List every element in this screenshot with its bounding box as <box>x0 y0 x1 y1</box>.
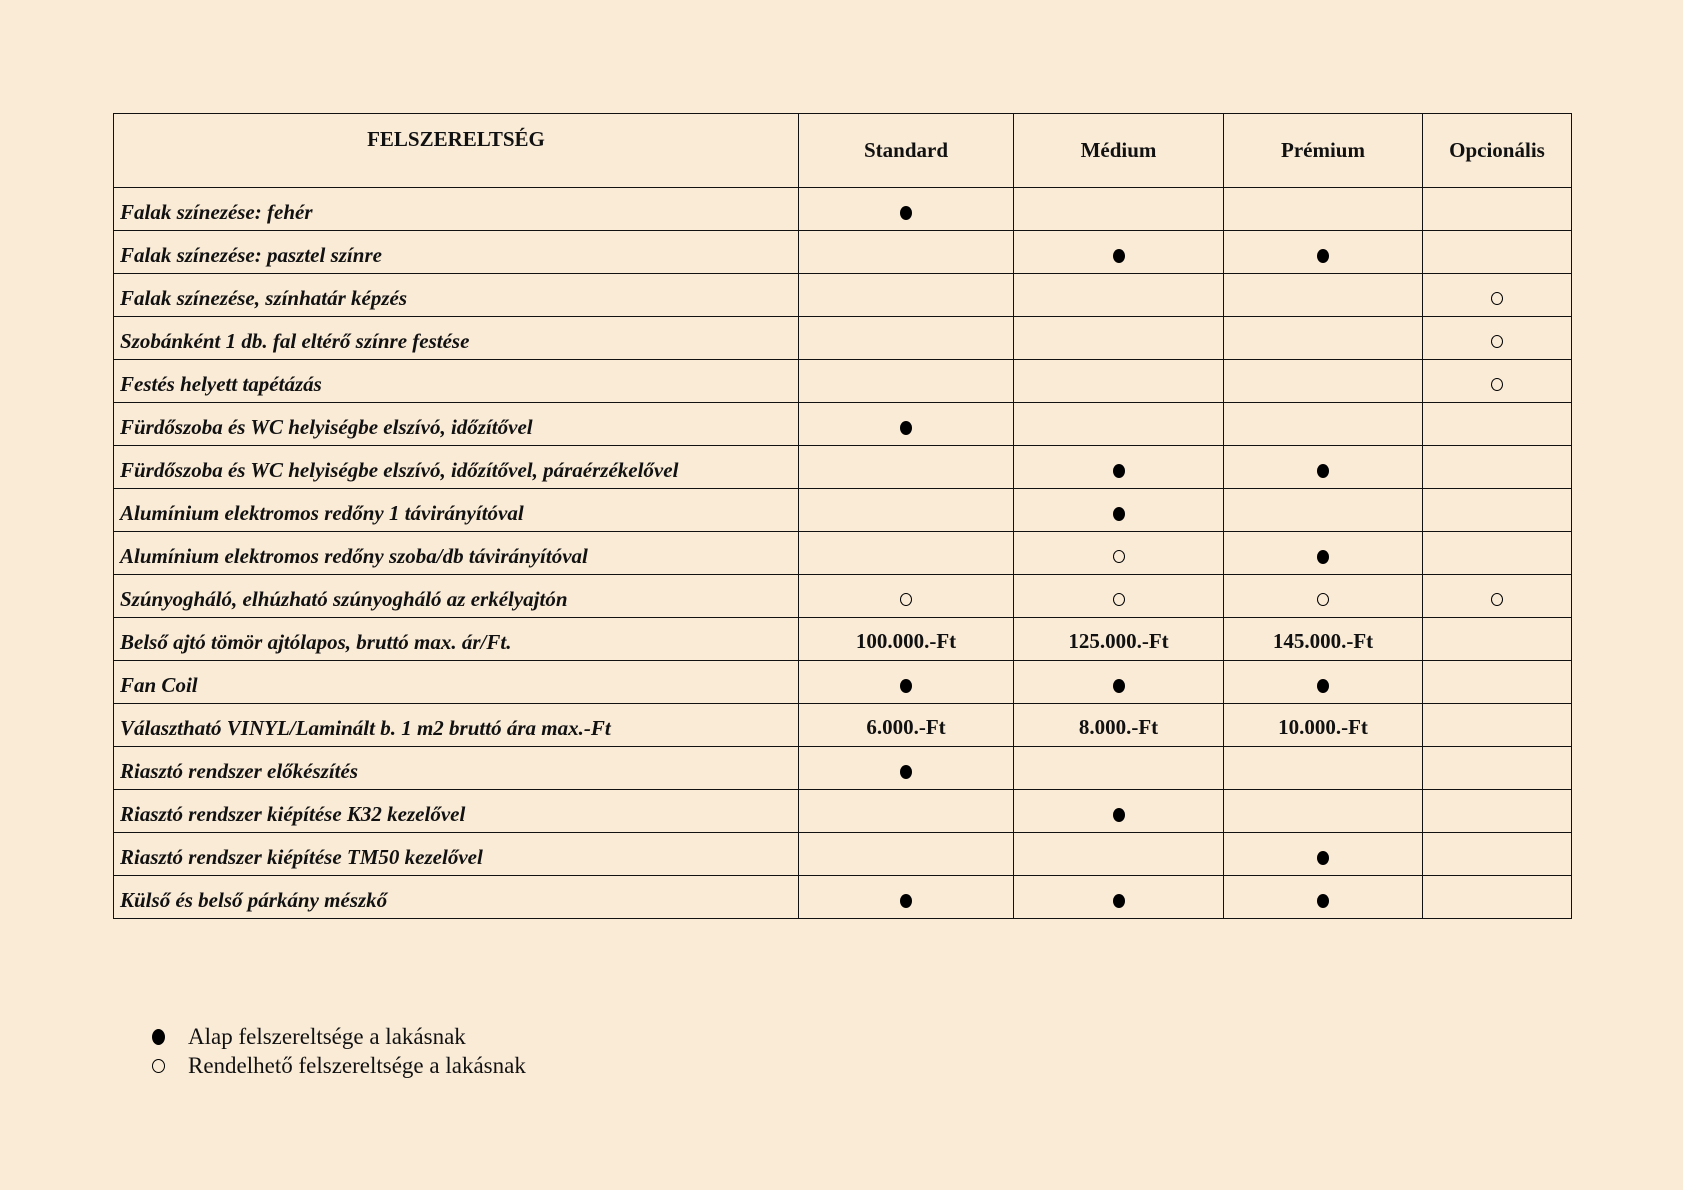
cell-premium <box>1224 790 1423 833</box>
feature-name-cell: Riasztó rendszer kiépítése TM50 kezelővel <box>114 833 799 876</box>
cell-premium <box>1224 532 1423 575</box>
cell-medium <box>1014 317 1224 360</box>
table-row <box>114 876 1572 919</box>
filled-circle-icon <box>1317 249 1329 263</box>
cell-standard <box>799 489 1014 532</box>
cell-medium <box>1014 833 1224 876</box>
feature-name-cell: Riasztó rendszer előkészítés <box>114 747 799 790</box>
legend-symbol <box>150 1059 188 1073</box>
legend-item <box>150 1051 526 1080</box>
feature-name-cell: Alumínium elektromos redőny 1 távirányítóval <box>114 489 799 532</box>
cell-optional <box>1423 188 1572 231</box>
cell-medium <box>1014 489 1224 532</box>
table-row <box>114 446 1572 489</box>
hollow-circle-icon <box>1491 593 1503 606</box>
filled-circle-icon <box>900 765 912 779</box>
feature-name-cell: Belső ajtó tömör ajtólapos, bruttó max. ár/Ft. <box>114 618 799 661</box>
cell-optional <box>1423 747 1572 790</box>
cell-optional <box>1423 876 1572 919</box>
filled-circle-icon <box>1317 464 1329 478</box>
feature-name-cell: Szúnyogháló, elhúzható szúnyogháló az erkélyajtón <box>114 575 799 618</box>
column-header-premium: Prémium <box>1224 114 1423 188</box>
filled-circle-icon <box>1113 507 1125 521</box>
price-value: 8.000.-Ft <box>1078 714 1159 739</box>
cell-optional <box>1423 274 1572 317</box>
cell-standard <box>799 446 1014 489</box>
cell-optional <box>1423 575 1572 618</box>
feature-name-cell: Fürdőszoba és WC helyiségbe elszívó, időzítővel, páraérzékelővel <box>114 446 799 489</box>
filled-circle-icon <box>900 679 912 693</box>
table-row <box>114 618 1572 661</box>
feature-name-cell: Falak színezése, színhatár képzés <box>114 274 799 317</box>
cell-standard <box>799 790 1014 833</box>
cell-optional <box>1423 317 1572 360</box>
cell-premium <box>1224 403 1423 446</box>
cell-optional <box>1423 661 1572 704</box>
filled-circle-icon <box>1113 679 1125 693</box>
cell-optional <box>1423 360 1572 403</box>
table-row <box>114 317 1572 360</box>
price-value: 125.000.-Ft <box>1068 628 1169 653</box>
hollow-circle-icon <box>1113 593 1125 606</box>
hollow-circle-icon <box>1491 335 1503 348</box>
cell-standard <box>799 704 1014 747</box>
column-header-feature: FELSZERELTSÉG <box>114 114 799 188</box>
cell-optional <box>1423 489 1572 532</box>
legend-item <box>150 1022 526 1051</box>
feature-name-cell: Riasztó rendszer kiépítése K32 kezelővel <box>114 790 799 833</box>
legend-symbol <box>150 1029 188 1045</box>
cell-premium <box>1224 274 1423 317</box>
cell-optional <box>1423 532 1572 575</box>
table-row <box>114 532 1572 575</box>
hollow-circle-icon <box>1491 378 1503 391</box>
filled-circle-icon <box>900 421 912 435</box>
cell-standard <box>799 403 1014 446</box>
cell-medium <box>1014 661 1224 704</box>
table-row <box>114 747 1572 790</box>
cell-medium <box>1014 575 1224 618</box>
cell-medium <box>1014 532 1224 575</box>
cell-premium <box>1224 231 1423 274</box>
filled-circle-icon <box>1113 894 1125 908</box>
hollow-circle-icon <box>152 1059 165 1073</box>
cell-standard <box>799 747 1014 790</box>
cell-medium <box>1014 188 1224 231</box>
table-row <box>114 833 1572 876</box>
cell-medium <box>1014 403 1224 446</box>
cell-standard <box>799 317 1014 360</box>
cell-optional <box>1423 403 1572 446</box>
cell-optional <box>1423 704 1572 747</box>
feature-name-cell: Választható VINYL/Laminált b. 1 m2 bruttó ára max.-Ft <box>114 704 799 747</box>
cell-premium <box>1224 575 1423 618</box>
cell-optional <box>1423 790 1572 833</box>
cell-standard <box>799 661 1014 704</box>
table-body <box>114 188 1572 919</box>
cell-premium <box>1224 661 1423 704</box>
cell-optional <box>1423 618 1572 661</box>
table-row <box>114 790 1572 833</box>
cell-premium <box>1224 833 1423 876</box>
cell-premium <box>1224 360 1423 403</box>
cell-premium <box>1224 876 1423 919</box>
filled-circle-icon <box>1317 851 1329 865</box>
feature-name-cell: Fan Coil <box>114 661 799 704</box>
cell-optional <box>1423 231 1572 274</box>
hollow-circle-icon <box>1317 593 1329 606</box>
cell-medium <box>1014 231 1224 274</box>
legend <box>150 1022 526 1080</box>
filled-circle-icon <box>900 206 912 220</box>
cell-standard <box>799 876 1014 919</box>
price-value: 100.000.-Ft <box>855 628 957 653</box>
column-header-optional: Opcionális <box>1423 114 1572 188</box>
hollow-circle-icon <box>1113 550 1125 563</box>
cell-standard <box>799 188 1014 231</box>
cell-standard <box>799 532 1014 575</box>
column-header-standard: Standard <box>799 114 1014 188</box>
table-row <box>114 489 1572 532</box>
feature-name-cell: Szobánként 1 db. fal eltérő színre festése <box>114 317 799 360</box>
cell-premium <box>1224 446 1423 489</box>
table-row <box>114 360 1572 403</box>
cell-premium <box>1224 618 1423 661</box>
legend-label: Alap felszereltsége a lakásnak <box>188 1024 466 1049</box>
cell-medium <box>1014 360 1224 403</box>
cell-premium <box>1224 747 1423 790</box>
cell-premium <box>1224 704 1423 747</box>
equipment-table <box>113 113 1572 919</box>
cell-optional <box>1423 833 1572 876</box>
cell-medium <box>1014 876 1224 919</box>
filled-circle-icon <box>1317 894 1329 908</box>
table-row <box>114 704 1572 747</box>
price-value: 6.000.-Ft <box>866 714 946 739</box>
feature-name-cell: Falak színezése: fehér <box>114 188 799 231</box>
cell-premium <box>1224 188 1423 231</box>
price-value: 145.000.-Ft <box>1272 628 1374 653</box>
cell-medium <box>1014 446 1224 489</box>
feature-name-cell: Falak színezése: pasztel színre <box>114 231 799 274</box>
feature-name-cell: Külső és belső párkány mészkő <box>114 876 799 919</box>
cell-standard <box>799 618 1014 661</box>
hollow-circle-icon <box>900 593 912 606</box>
cell-premium <box>1224 317 1423 360</box>
cell-medium <box>1014 704 1224 747</box>
cell-medium <box>1014 747 1224 790</box>
filled-circle-icon <box>1317 550 1329 564</box>
table-row <box>114 231 1572 274</box>
cell-standard <box>799 231 1014 274</box>
cell-standard <box>799 833 1014 876</box>
filled-circle-icon <box>900 894 912 908</box>
legend-label: Rendelhető felszereltsége a lakásnak <box>188 1053 526 1078</box>
table-row <box>114 188 1572 231</box>
feature-name-cell: Alumínium elektromos redőny szoba/db távirányítóval <box>114 532 799 575</box>
price-value: 10.000.-Ft <box>1278 714 1368 739</box>
cell-standard <box>799 575 1014 618</box>
filled-circle-icon <box>1317 679 1329 693</box>
table-header-row <box>114 114 1572 188</box>
feature-name-cell: Festés helyett tapétázás <box>114 360 799 403</box>
cell-optional <box>1423 446 1572 489</box>
cell-premium <box>1224 489 1423 532</box>
cell-medium <box>1014 790 1224 833</box>
table-row <box>114 575 1572 618</box>
filled-circle-icon <box>152 1029 165 1045</box>
column-header-medium: Médium <box>1014 114 1224 188</box>
filled-circle-icon <box>1113 249 1125 263</box>
filled-circle-icon <box>1113 464 1125 478</box>
cell-medium <box>1014 618 1224 661</box>
table-row <box>114 403 1572 446</box>
cell-standard <box>799 360 1014 403</box>
cell-medium <box>1014 274 1224 317</box>
cell-standard <box>799 274 1014 317</box>
hollow-circle-icon <box>1491 292 1503 305</box>
table-row <box>114 661 1572 704</box>
feature-name-cell: Fürdőszoba és WC helyiségbe elszívó, időzítővel <box>114 403 799 446</box>
filled-circle-icon <box>1113 808 1125 822</box>
table-row <box>114 274 1572 317</box>
